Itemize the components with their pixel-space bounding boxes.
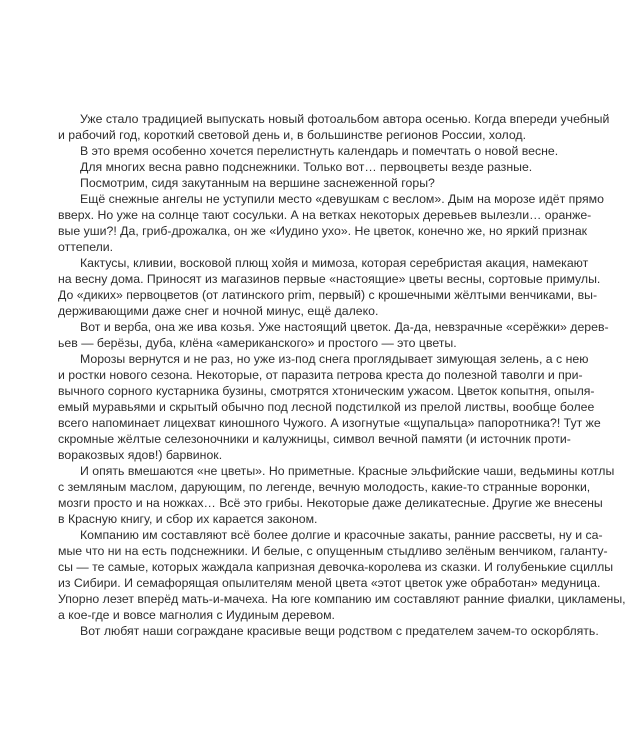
text-line: Посмотрим, сидя закутанным на вершине заснеженной горы? (80, 176, 435, 190)
text-line: Упорно лезет вперёд мать-и-мачеха. На юге компанию им составляют ранние фиалки, цикламены, (58, 592, 626, 606)
text-line: Компанию им составляют всё более долгие и красочные закаты, ранние рассветы, ну и са- (80, 528, 603, 542)
text-line: До «диких» первоцветов (от латинского prim, первый) с крошечными жёлтыми венчиками, вы- (58, 288, 598, 302)
text-line: и ростки нового сезона. Некоторые, от паразита петрова креста до полезной таволги и при- (58, 368, 583, 382)
text-line: Морозы вернутся и не раз, но уже из-под снега проглядывает зимующая зелень, а с нею (80, 352, 589, 366)
text-line: И опять вмешаются «не цветы». Но приметные. Красные эльфийские чаши, ведьмины котлы (80, 464, 615, 478)
text-line: вычного сорного кустарника бузины, смотрятся хтоническим ужасом. Цветок копытня, опыля- (58, 384, 595, 398)
text-line: В это время особенно хочется перелистнуть календарь и помечтать о новой весне. (80, 144, 559, 158)
text-line: Уже стало традицией выпускать новый фотоальбом автора осенью. Когда впереди учебный (80, 112, 610, 126)
text-line: Ещё снежные ангелы не уступили место «девушкам с веслом». Дым на морозе идёт прямо (80, 192, 604, 206)
text-line: в Красную книгу, и сбор их карается законом. (58, 512, 318, 526)
text-line: с земляным маслом, дарующим, по легенде, вечную молодость, какие-то странные воронки, (58, 480, 591, 494)
text-line: емый муравьями и скрытый обычно под лесной подстилкой из прелой листвы, вообще более (58, 400, 595, 414)
text-line: скромные жёлтые селезоночники и калужницы, символ вечной памяти (и источник проти- (58, 432, 571, 446)
text-line: всего напоминает лицехват киношного Чужого. А изогнутые «щупальца» папоротника?! Тут же (58, 416, 601, 430)
text-line: и рабочий год, короткий световой день и, в большинстве регионов России, холод. (58, 128, 526, 142)
text-line: Вот любят наши сограждане красивые вещи родством с предателем зачем-то оскорблять. (80, 624, 599, 638)
text-line: из Сибири. И семафорящая опылителям меной цвета «этот цветок уже обработан» медуница. (58, 576, 601, 590)
body-text (58, 111, 626, 639)
text-line: Вот и верба, она же ива козья. Уже настоящий цветок. Да-да, невзрачные «серёжки» дерев- (80, 320, 609, 334)
text-line: вверх. Но уже на солнце тают сосульки. А на ветках некоторых деревьев вылезли… оранже- (58, 208, 592, 222)
text-line: ьев — берёзы, дуба, клёна «американского» и простого — это цветы. (58, 336, 457, 350)
text-line: воракозвых ядов!) барвинок. (58, 448, 223, 462)
text-line: мозги просто и на ножках… Всё это грибы. Некоторые даже деликатесные. Другие же внесены (58, 496, 603, 510)
text-line: Кактусы, кливии, восковой плющ хойя и мимоза, которая серебристая акация, намекают (80, 256, 589, 270)
text-line: вые уши?! Да, гриб-дрожалка, он же «Иудино ухо». Не цветок, конечно же, но яркий признак (58, 224, 588, 238)
text-line: оттепели. (58, 240, 114, 254)
text-line: держивающими даже снег и ночной минус, ещё далеко. (58, 304, 379, 318)
text-line: сы — те самые, которых жаждала капризная девочка-королева из сказки. И голубенькие сциллы (58, 560, 614, 574)
text-line: Для многих весна равно подснежники. Только вот… первоцветы везде разные. (80, 160, 533, 174)
text-line: мые что ни на есть подснежники. И белые, с опущенным стыдливо зелёным венчиком, галанту- (58, 544, 608, 558)
text-line: на весну дома. Приносят из магазинов первые «настоящие» цветы весны, сортовые примулы. (58, 272, 601, 286)
text-line: а кое-где и вовсе магнолия с Иудиным деревом. (58, 608, 335, 622)
